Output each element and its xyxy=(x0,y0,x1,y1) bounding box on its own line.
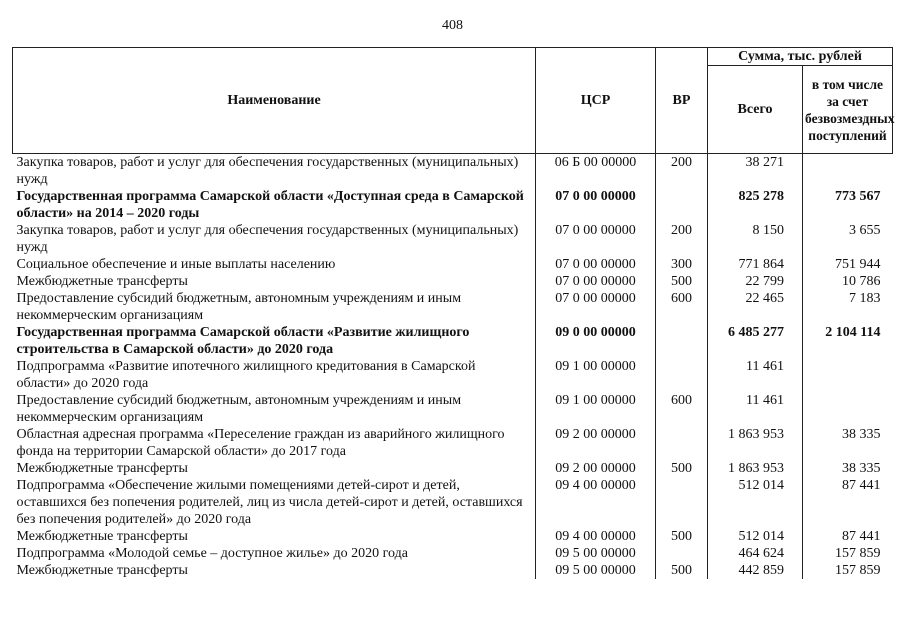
row-free: 751 944 xyxy=(803,256,893,273)
header-vr: ВР xyxy=(656,48,708,154)
row-vr: 200 xyxy=(656,154,708,189)
row-total: 512 014 xyxy=(708,477,803,528)
row-vr xyxy=(656,324,708,358)
row-vr: 500 xyxy=(656,460,708,477)
row-vr: 500 xyxy=(656,528,708,545)
table-row xyxy=(13,256,893,273)
row-name: Социальное обеспечение и иные выплаты населению xyxy=(16,257,336,272)
row-csr: 09 4 00 00000 xyxy=(536,528,656,545)
row-vr xyxy=(656,358,708,392)
row-total: 22 465 xyxy=(708,290,803,324)
row-total: 8 150 xyxy=(708,222,803,256)
table-row xyxy=(13,188,893,222)
row-name: Предоставление субсидий бюджетным, автономным учреждениям и иным некоммерческим организациям xyxy=(16,291,462,323)
row-csr: 06 Б 00 00000 xyxy=(536,154,656,189)
row-total: 771 864 xyxy=(708,256,803,273)
row-total: 825 278 xyxy=(708,188,803,222)
row-vr: 300 xyxy=(656,256,708,273)
row-csr: 09 0 00 00000 xyxy=(536,324,656,358)
table-row xyxy=(13,477,893,528)
row-total: 11 461 xyxy=(708,358,803,392)
table-row xyxy=(13,154,893,189)
table-header xyxy=(13,48,893,154)
row-total: 464 624 xyxy=(708,545,803,562)
row-name: Областная адресная программа «Переселение граждан из аварийного жилищного фонда на территории Самарской области» до 2017 года xyxy=(16,427,505,459)
row-csr: 09 1 00 00000 xyxy=(536,358,656,392)
row-free: 7 183 xyxy=(803,290,893,324)
table-row xyxy=(13,222,893,256)
row-vr: 500 xyxy=(656,562,708,579)
row-name: Межбюджетные трансферты xyxy=(16,461,188,476)
header-name: Наименование xyxy=(13,48,536,154)
row-free: 2 104 114 xyxy=(803,324,893,358)
table-row xyxy=(13,290,893,324)
table-body xyxy=(13,154,893,580)
header-total: Всего xyxy=(708,66,803,154)
row-free: 38 335 xyxy=(803,460,893,477)
row-vr xyxy=(656,426,708,460)
row-csr: 09 5 00 00000 xyxy=(536,562,656,579)
row-vr: 500 xyxy=(656,273,708,290)
table-row xyxy=(13,460,893,477)
row-csr: 09 2 00 00000 xyxy=(536,460,656,477)
row-total: 1 863 953 xyxy=(708,426,803,460)
header-csr: ЦСР xyxy=(536,48,656,154)
row-name: Закупка товаров, работ и услуг для обеспечения государственных (муниципальных) нужд xyxy=(16,223,519,255)
table-row xyxy=(13,392,893,426)
row-vr: 600 xyxy=(656,392,708,426)
row-name: Подпрограмма «Развитие ипотечного жилищного кредитования в Самарской области» до 2020 года xyxy=(16,359,476,391)
row-free: 87 441 xyxy=(803,477,893,528)
row-csr: 07 0 00 00000 xyxy=(536,222,656,256)
row-total: 22 799 xyxy=(708,273,803,290)
row-csr: 09 1 00 00000 xyxy=(536,392,656,426)
row-total: 6 485 277 xyxy=(708,324,803,358)
row-name: Межбюджетные трансферты xyxy=(16,563,188,578)
row-name: Подпрограмма «Молодой семье – доступное жилье» до 2020 года xyxy=(16,546,408,561)
row-name: Подпрограмма «Обеспечение жилыми помещениями детей-сирот и детей, оставшихся без попечения родителей, лиц из числа детей-сирот и детей, оставшихся без попечения родителей» до 2020 года xyxy=(16,478,523,527)
table-row xyxy=(13,545,893,562)
budget-table xyxy=(12,47,893,579)
row-vr xyxy=(656,477,708,528)
row-total: 512 014 xyxy=(708,528,803,545)
row-total: 442 859 xyxy=(708,562,803,579)
row-free xyxy=(803,154,893,189)
table-row xyxy=(13,528,893,545)
row-free: 157 859 xyxy=(803,562,893,579)
row-vr: 200 xyxy=(656,222,708,256)
row-csr: 09 2 00 00000 xyxy=(536,426,656,460)
row-name: Закупка товаров, работ и услуг для обеспечения государственных (муниципальных) нужд xyxy=(16,155,519,187)
table-row xyxy=(13,358,893,392)
row-free: 10 786 xyxy=(803,273,893,290)
row-free: 3 655 xyxy=(803,222,893,256)
row-csr: 07 0 00 00000 xyxy=(536,273,656,290)
row-free: 157 859 xyxy=(803,545,893,562)
table-row xyxy=(13,324,893,358)
row-name: Государственная программа Самарской области «Доступная среда в Самарской области» на 2014 – 2020 годы xyxy=(16,189,524,221)
row-vr: 600 xyxy=(656,290,708,324)
page-number: 408 xyxy=(442,18,463,33)
row-free xyxy=(803,392,893,426)
row-csr: 07 0 00 00000 xyxy=(536,290,656,324)
row-name: Межбюджетные трансферты xyxy=(16,274,188,289)
row-vr xyxy=(656,188,708,222)
header-sum: Сумма, тыс. рублей xyxy=(708,48,893,66)
row-free xyxy=(803,358,893,392)
row-csr: 07 0 00 00000 xyxy=(536,188,656,222)
header-free: в том числе за счет безвозмездных поступлений xyxy=(803,66,893,154)
row-vr xyxy=(656,545,708,562)
row-free: 87 441 xyxy=(803,528,893,545)
row-csr: 09 4 00 00000 xyxy=(536,477,656,528)
row-free: 38 335 xyxy=(803,426,893,460)
row-csr: 09 5 00 00000 xyxy=(536,545,656,562)
row-total: 11 461 xyxy=(708,392,803,426)
table-row xyxy=(13,426,893,460)
table-row xyxy=(13,273,893,290)
row-name: Предоставление субсидий бюджетным, автономным учреждениям и иным некоммерческим организациям xyxy=(16,393,462,425)
row-total: 38 271 xyxy=(708,154,803,189)
row-name: Межбюджетные трансферты xyxy=(16,529,188,544)
table-row xyxy=(13,562,893,579)
row-total: 1 863 953 xyxy=(708,460,803,477)
row-free: 773 567 xyxy=(803,188,893,222)
row-csr: 07 0 00 00000 xyxy=(536,256,656,273)
row-name: Государственная программа Самарской области «Развитие жилищного строительства в Самарской области» до 2020 года xyxy=(16,325,470,357)
